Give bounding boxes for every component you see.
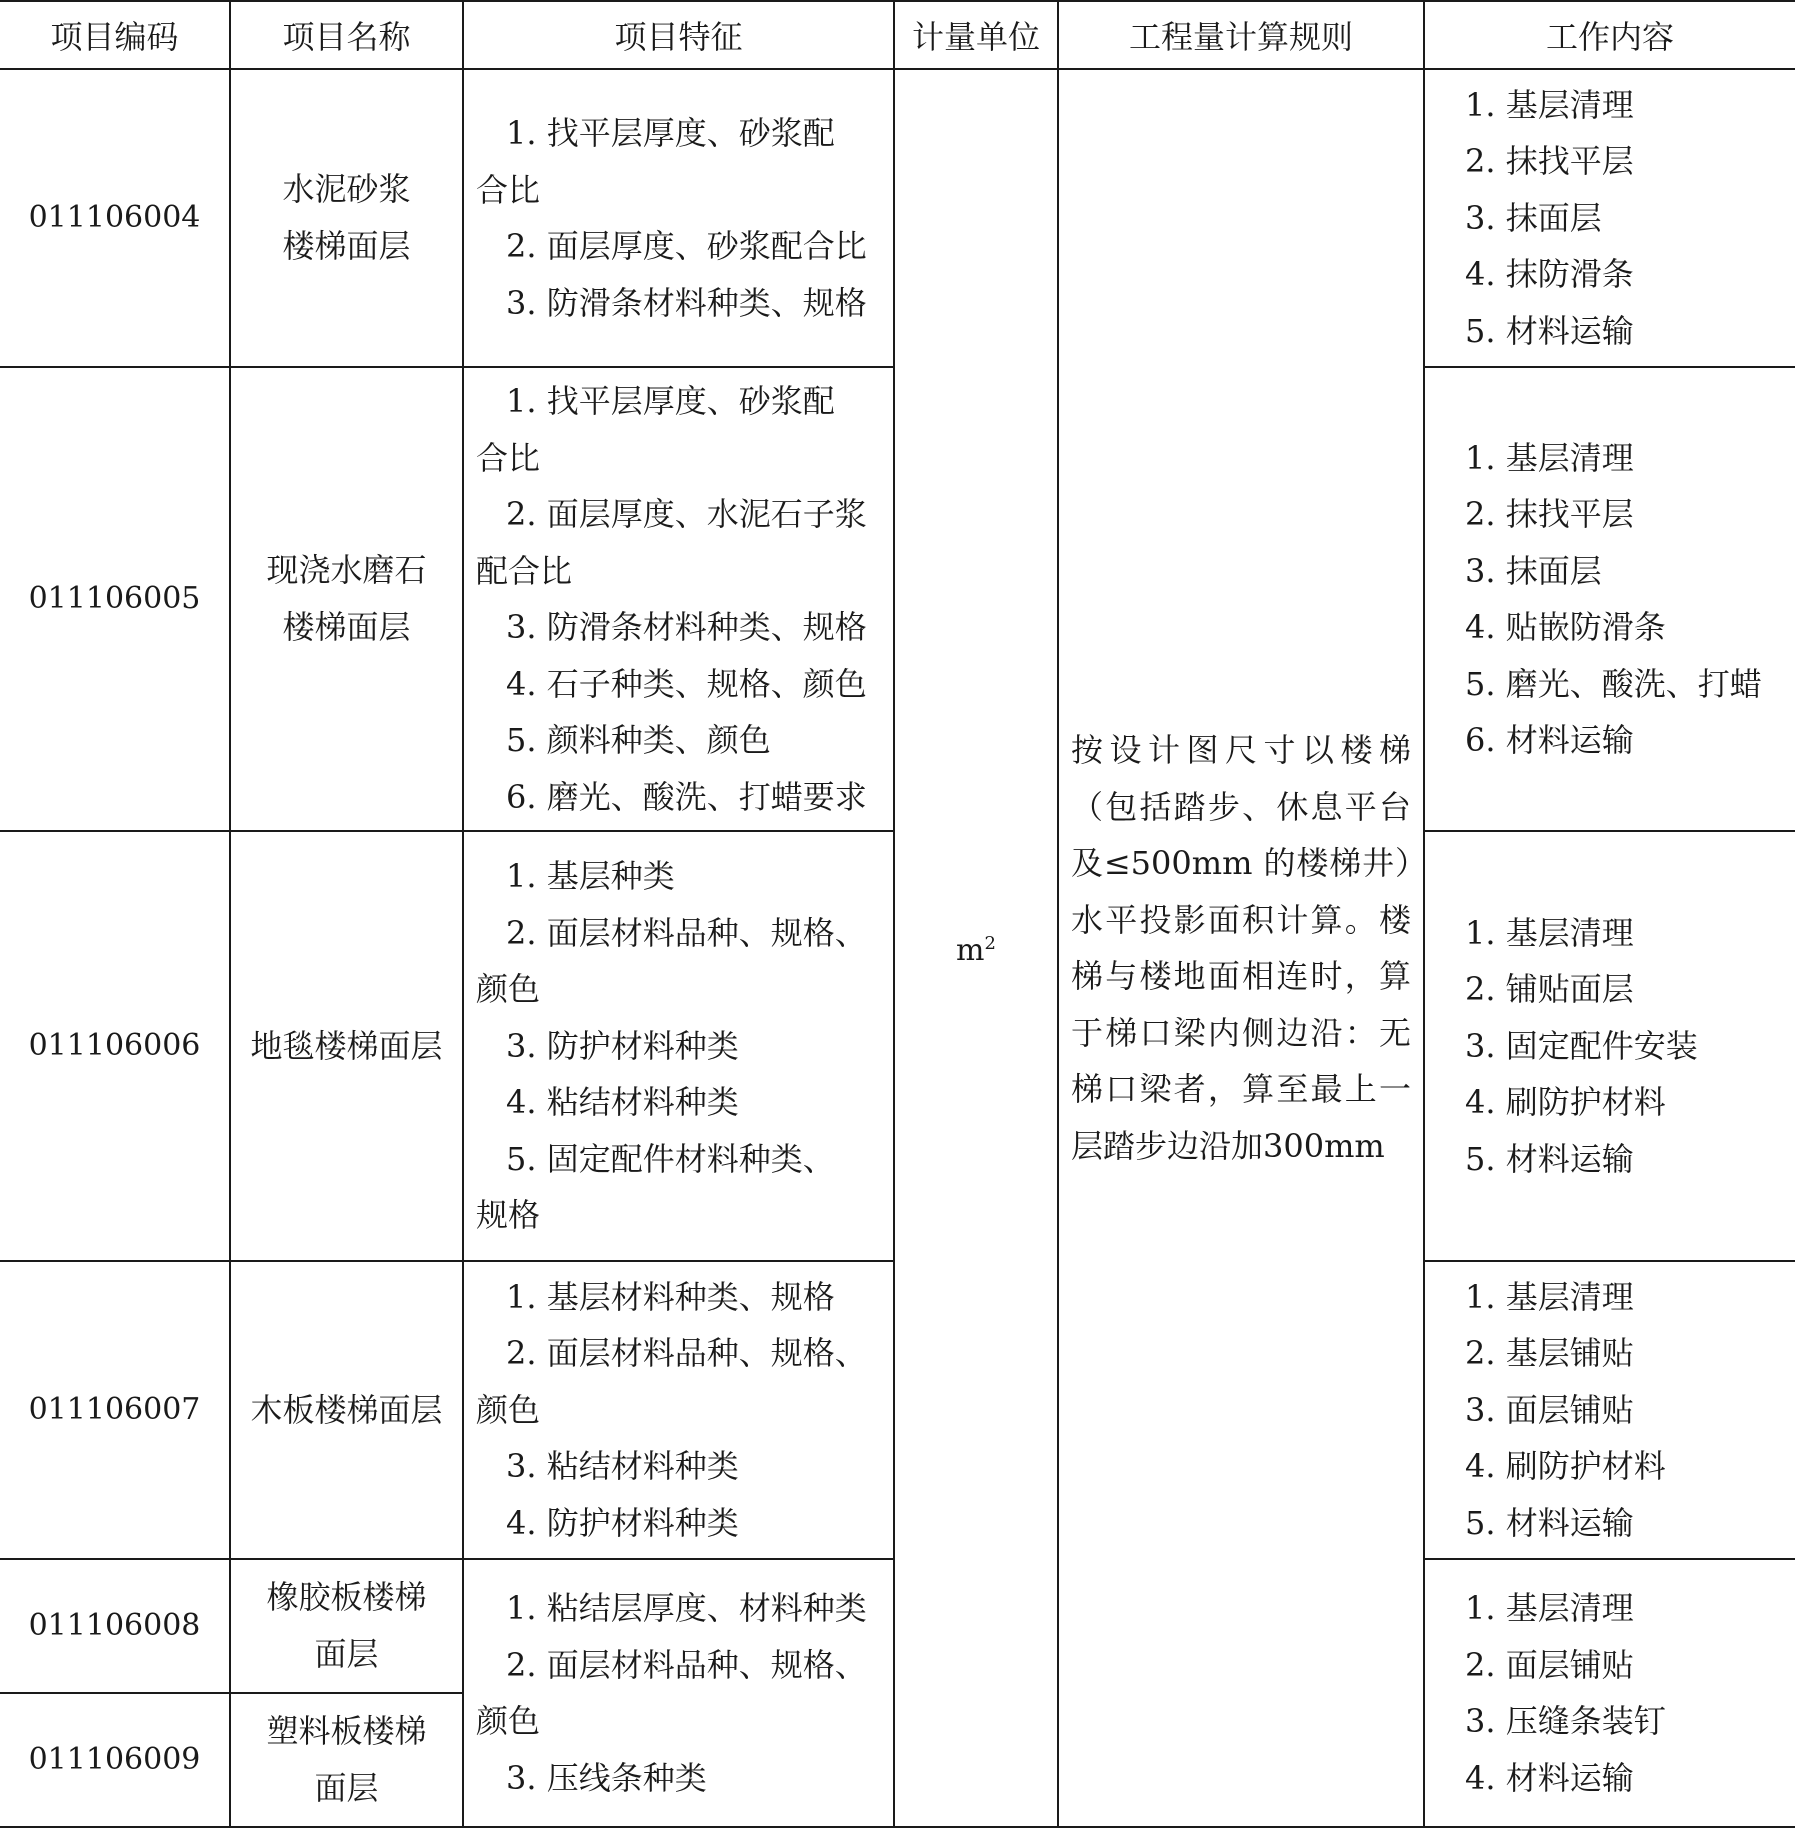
item-work: 1. 基层清理 2. 抹找平层 3. 抹面层 4. 贴嵌防滑条 5. 磨光、酸洗、打蜡 6. 材料运输 [1424, 367, 1795, 831]
unit-cell: $m^2$ [894, 69, 1058, 1827]
item-name: 地毯楼梯面层 [230, 831, 463, 1261]
item-work: 1. 基层清理 2. 面层铺贴 3. 压缝条装钉 4. 材料运输 [1424, 1559, 1795, 1827]
item-name: 水泥砂浆 楼梯面层 [230, 69, 463, 367]
item-name: 木板楼梯面层 [230, 1261, 463, 1559]
table-row [0, 69, 1795, 367]
header-work: 工作内容 [1424, 1, 1795, 69]
item-name: 橡胶板楼梯 面层 [230, 1559, 463, 1693]
item-features: 1. 基层材料种类、规格 2. 面层材料品种、规格、 颜色 3. 粘结材料种类 4. 防护材料种类 [463, 1261, 894, 1559]
header-code: 项目编码 [0, 1, 230, 69]
item-code: 011106006 [0, 831, 230, 1261]
item-features: 1. 基层种类 2. 面层材料品种、规格、 颜色 3. 防护材料种类 4. 粘结材料种类 5. 固定配件材料种类、 规格 [463, 831, 894, 1261]
header-rule: 工程量计算规则 [1058, 1, 1424, 69]
item-code: 011106005 [0, 367, 230, 831]
item-work: 1. 基层清理 2. 铺贴面层 3. 固定配件安装 4. 刷防护材料 5. 材料运输 [1424, 831, 1795, 1261]
item-code: 011106008 [0, 1559, 230, 1693]
item-code: 011106004 [0, 69, 230, 367]
item-work: 1. 基层清理 2. 抹找平层 3. 抹面层 4. 抹防滑条 5. 材料运输 [1424, 69, 1795, 367]
header-row [0, 1, 1795, 69]
calc-rule: 按设计图尺寸以楼梯（包括踏步、休息平台及≤500mm 的楼梯井）水平投影面积计算。楼梯与楼地面相连时，算于梯口梁内侧边沿：无梯口梁者，算至最上一层踏步边沿加300mm [1058, 69, 1424, 1827]
item-features: 1. 找平层厚度、砂浆配 合比 2. 面层厚度、水泥石子浆 配合比 3. 防滑条材料种类、规格 4. 石子种类、规格、颜色 5. 颜料种类、颜色 6. 磨光、酸洗、打蜡要求 [463, 367, 894, 831]
header-name: 项目名称 [230, 1, 463, 69]
item-features: 1. 粘结层厚度、材料种类 2. 面层材料品种、规格、 颜色 3. 压线条种类 [463, 1559, 894, 1827]
item-work: 1. 基层清理 2. 基层铺贴 3. 面层铺贴 4. 刷防护材料 5. 材料运输 [1424, 1261, 1795, 1559]
item-name: 现浇水磨石 楼梯面层 [230, 367, 463, 831]
item-code: 011106009 [0, 1693, 230, 1827]
item-code: 011106007 [0, 1261, 230, 1559]
header-features: 项目特征 [463, 1, 894, 69]
item-name: 塑料板楼梯 面层 [230, 1693, 463, 1827]
item-features: 1. 找平层厚度、砂浆配 合比 2. 面层厚度、砂浆配合比 3. 防滑条材料种类、规格 [463, 69, 894, 367]
header-unit: 计量单位 [894, 1, 1058, 69]
